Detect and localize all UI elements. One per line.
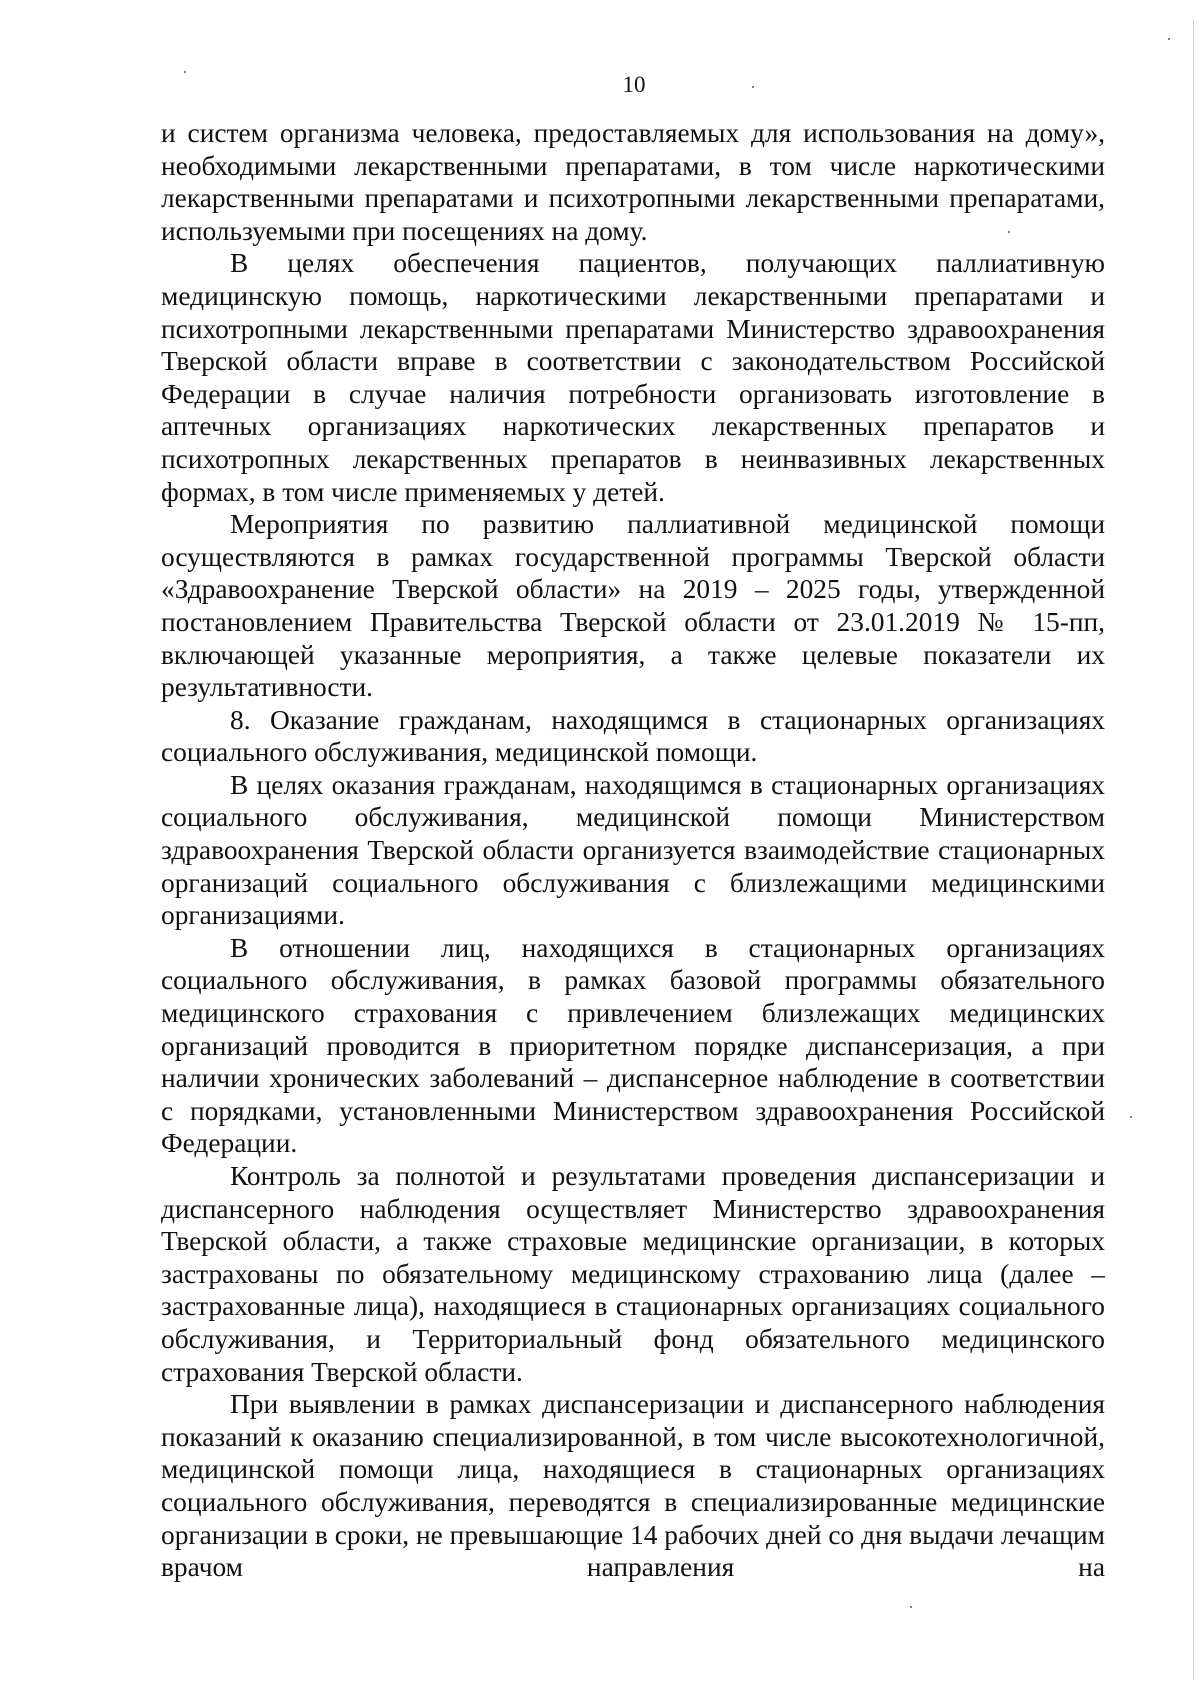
scan-speck xyxy=(1130,1116,1132,1118)
body-text xyxy=(161,117,1105,1584)
paragraph-palliative-program: Мероприятия по развитию паллиативной медицинской помощи осуществляются в рамках государственной программы Тверской области «Здравоохранение Тверской области» на 2019 – 2025 годы, утвержденной постановлением Правительства Тверской области от 23.01.2019 № 15-пп, включающей указанные мероприятия, а также целевые показатели их результативности. xyxy=(161,509,1105,703)
paragraph-interaction-organization: В целях оказания гражданам, находящимся в стационарных организациях социального обслуживания, медицинской помощи Министерством здравоохранения Тверской области организуется взаимодействие стационарных организаций социального обслуживания с близлежащими медицинскими организациями. xyxy=(161,769,1105,931)
scan-speck xyxy=(184,71,186,73)
paragraph-narcotic-drugs-provision: В целях обеспечения пациентов, получающих паллиативную медицинскую помощь, наркотическими лекарственными препаратами и психотропными лекарственными препаратами Министерство здравоохранения Тверской области вправе в соответствии с законодательством Российской Федерации в случае наличия потребности организовать изготовление в аптечных организациях наркотических лекарственных препаратов и психотропных лекарственных препаратов в неинвазивных лекарственных формах, в том числе применяемых у детей. xyxy=(161,248,1105,507)
paragraph-specialized-care: При выявлении в рамках диспансеризации и диспансерного наблюдения показаний к оказанию специализированной, в том числе высокотехнологичной, медицинской помощи лица, находящиеся в стационарных организациях социального обслуживания, переводятся в специализированные медицинские организации в сроки, не превышающие 14 рабочих дней со дня выдачи лечащим врачом направления на xyxy=(161,1389,1105,1583)
paragraph-continuation: и систем организма человека, предоставляемых для использования на дому», необходимыми лекарственными препаратами, в том числе наркотическими лекарственными препаратами и психотропными лекарственными препаратами, используемыми при посещениях на дому. xyxy=(161,118,1105,246)
scan-speck xyxy=(1168,38,1170,40)
paragraph-control: Контроль за полнотой и результатами проведения диспансеризации и диспансерного наблюдения осуществляет Министерство здравоохранения Тверской области, а также страховые медицинские организации, в которых застрахованы по обязательному медицинскому страхованию лица (далее – застрахованные лица), находящиеся в стационарных организациях социального обслуживания, и Территориальный фонд обязательного медицинского страхования Тверской области. xyxy=(161,1161,1105,1387)
scan-speck xyxy=(910,1606,912,1608)
paragraph-dispensarization: В отношении лиц, находящихся в стационарных организациях социального обслуживания, в рамках базовой программы обязательного медицинского страхования с привлечением близлежащих медицинских организаций проводится в приоритетном порядке диспансеризация, а при наличии хронических заболеваний – диспансерное наблюдение в соответствии с порядками, установленными Министерством здравоохранения Российской Федерации. xyxy=(161,932,1105,1159)
page-number: 10 xyxy=(622,72,646,97)
section-heading-8: 8. Оказание гражданам, находящимся в стационарных организациях социального обслуживания, медицинской помощи. xyxy=(161,704,1105,768)
scan-edge-line xyxy=(1193,20,1194,1680)
scan-speck xyxy=(1008,231,1010,233)
scan-speck xyxy=(752,86,754,88)
